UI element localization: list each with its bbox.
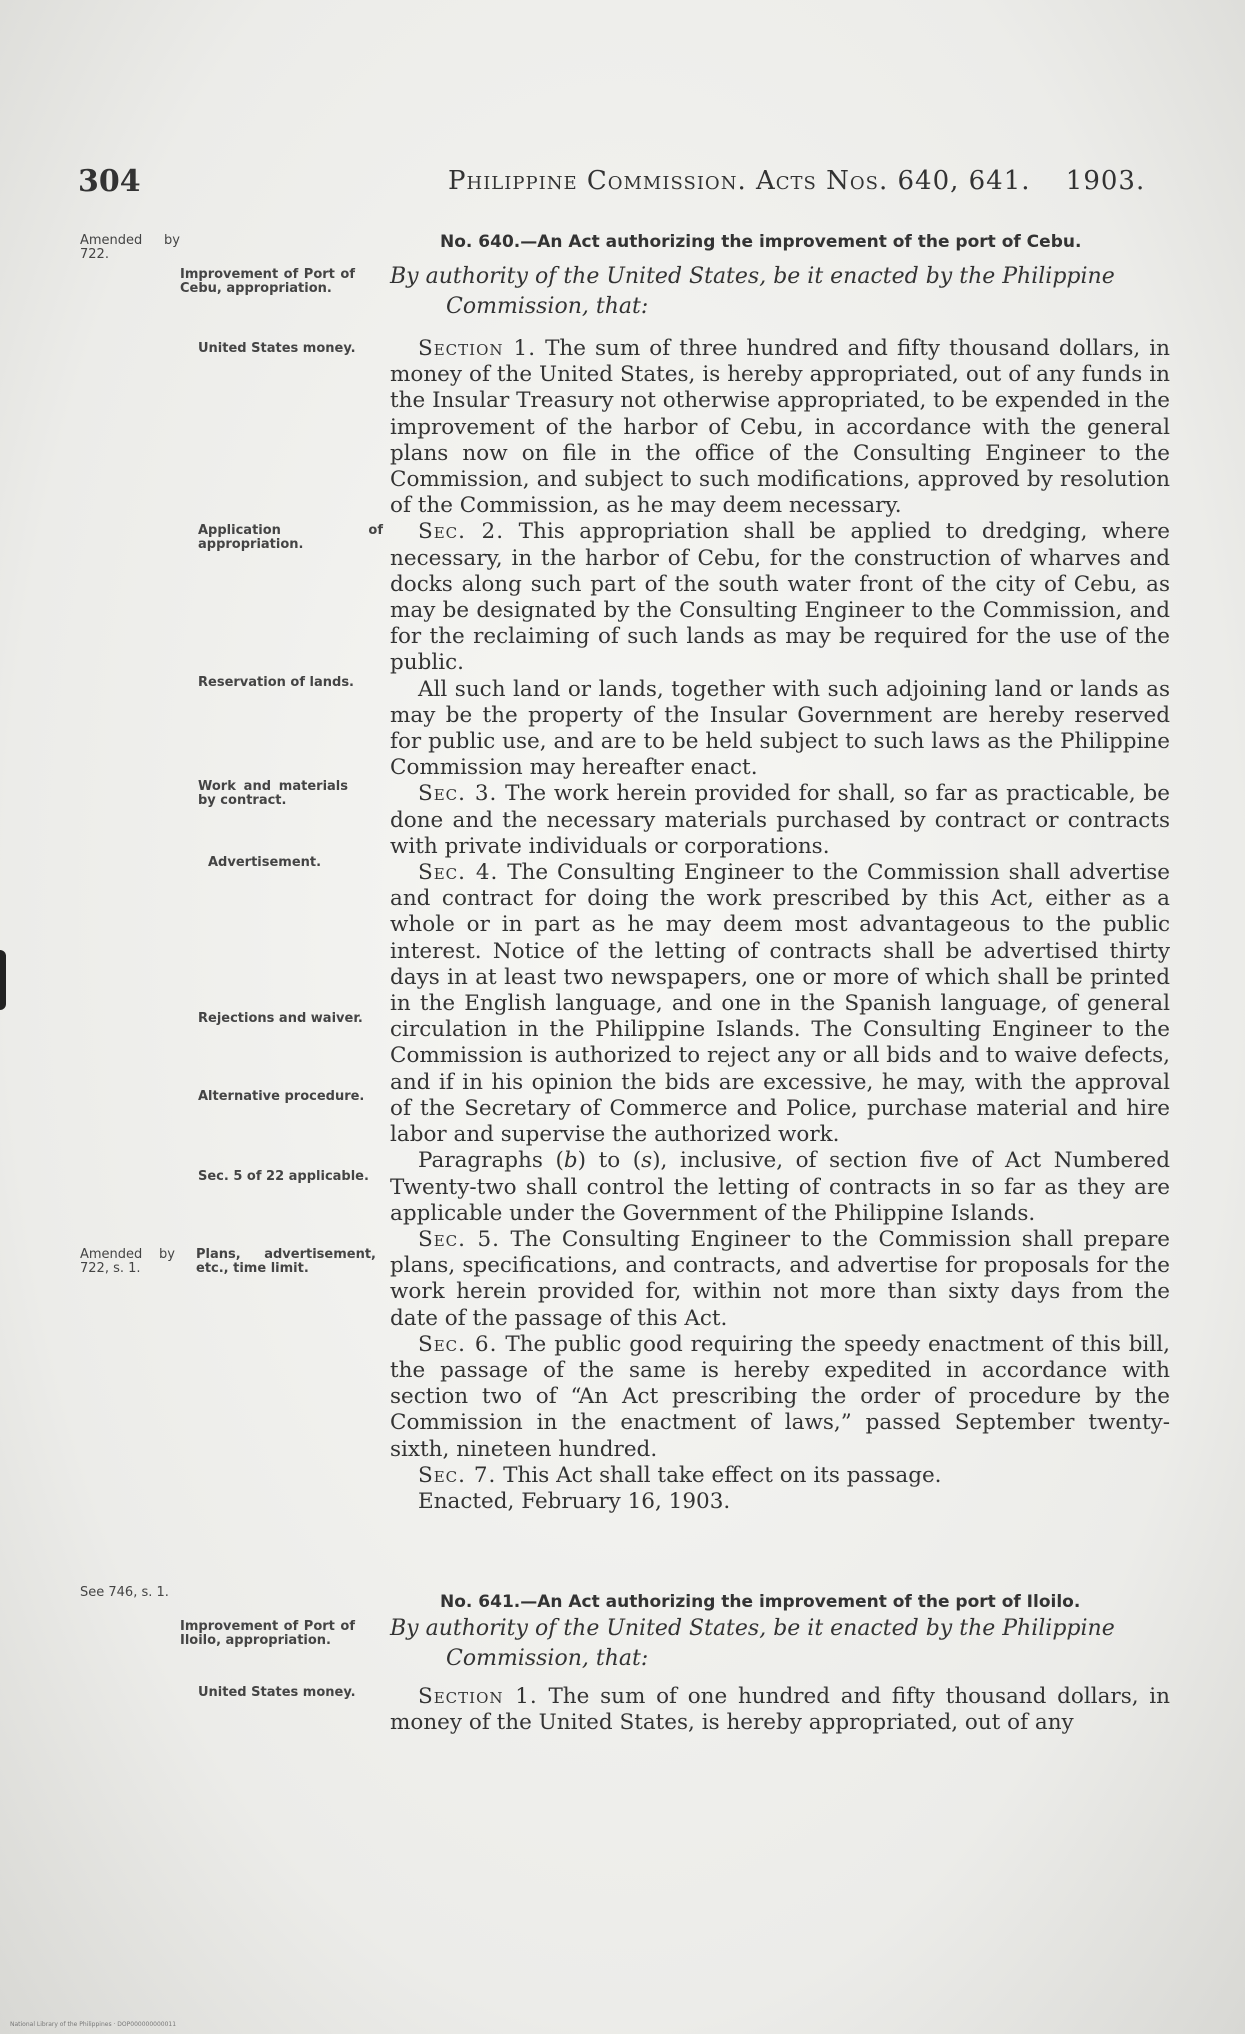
section-2: Sec. 2. This appropriation shall be applied to dredging, where necessary, in the harbor of Cebu, for the construction of wharves and docks along such part of the south water front of the city of Cebu, as may be designated by the Consulting Engineer to the Commission, and for the reclaiming of such lands as may be required for the use of the public. [390,519,1170,676]
margin-plans-note: Plans, advertisement, etc., time limit. [196,1247,376,1276]
running-head-title: Philippine Commission. Acts Nos. 640, 641. [448,166,1031,196]
section-6: Sec. 6. The public good requiring the speedy enactment of this bill, the passage of the same is hereby expedited in accordance with section two of “An Act prescribing the order of procedure by the Commission in the enactment of laws,” passed September twenty-sixth, nineteen hundred. [390,1331,1171,1462]
section-7: Sec. 7. This Act shall take effect on its passage. [418,1462,942,1488]
margin-sec5of22-note: Sec. 5 of 22 applicable. [198,1169,369,1184]
margin-improvement-note: Improvement of Port of Cebu, appropriation. [180,267,355,296]
margin-money-note: United States money. [198,341,356,356]
page-number: 304 [78,164,141,199]
margin-work-note: Work and materials by contract. [198,779,348,808]
margin-alternative-note: Alternative procedure. [198,1089,365,1104]
act-640-enacting-clause [390,262,1170,322]
library-stamp: National Library of the Philippines · DOP000000000011 [10,2021,177,2028]
act-641-body [390,1684,1170,1736]
section-3: Sec. 3. The work herein provided for shall, so far as practicable, be done and the necessary materials purchased by contract or contracts with private individuals or corporations. [390,781,1170,859]
enacting-line-2: Commission, that: [446,1646,649,1671]
running-head [448,166,1145,196]
running-head-year: 1903. [1065,166,1146,196]
margin-rejections-note: Rejections and waiver. [198,1011,363,1026]
act-640-heading: No. 640.—An Act authorizing the improvement of the port of Cebu. [440,232,1082,252]
scan-edge-mark [0,950,6,1010]
act-640-body [390,336,1170,1515]
margin-iloilo-money-note: United States money. [198,1685,356,1700]
margin-iloilo-improvement-note: Improvement of Port of Iloilo, appropriation. [180,1619,355,1648]
margin-advertisement-note: Advertisement. [208,855,322,870]
enacted-date: Enacted, February 16, 1903. [418,1488,731,1514]
enacting-line-1: By authority of the United States, be it enacted by the Philippine [390,264,1115,289]
enacting-line-2: Commission, that: [446,294,649,319]
section-1: Section 1. The sum of three hundred and fifty thousand dollars, in money of the United States, is hereby appropriated, out of any funds in the Insular Treasury not otherwise appropriated, to be expended in the improvement of the harbor of Cebu, in accordance with the general plans now on file in the office of the Consulting Engineer to the Commission, and subject to such modifications, approved by resolution of the Commission, as he may deem necessary. [390,336,1170,519]
margin-reservation-note: Reservation of lands. [198,675,354,690]
enacting-line-1: By authority of the United States, be it enacted by the Philippine [390,1616,1115,1641]
margin-amended-s1-note: Amended by 722, s. 1. [80,1247,175,1276]
margin-application-note: Application of appropriation. [198,523,383,552]
act-641-enacting-clause [390,1614,1170,1674]
reservation-paragraph: All such land or lands, together with such adjoining land or lands as may be the property of the Insular Government are hereby reserved for public use, and are to be held subject to such laws as the Philippine Commission may hereafter enact. [390,676,1170,781]
act-641-heading: No. 641.—An Act authorizing the improvement of the port of Iloilo. [440,1592,1081,1612]
section-4: Sec. 4. The Consulting Engineer to the Commission shall advertise and contract for doing the work prescribed by this Act, either as a whole or in part as he may deem most advantageous to the public interest. Notice of the letting of contracts shall be advertised thirty days in at least two newspapers, one or more of which shall be printed in the English language, and one in the Spanish language, of general circulation in the Philippine Islands. The Consulting Engineer to the Commission is authorized to reject any or all bids and to waive defects, and if in his opinion the bids are excessive, he may, with the approval of the Secretary of Commerce and Police, purchase material and hire labor and supervise the authorized work. [390,860,1170,1148]
margin-amended-note: Amended by 722. [80,233,180,262]
margin-see-746-note: See 746, s. 1. [80,1585,169,1600]
act-22-paragraph: Paragraphs (b) to (s), inclusive, of section five of Act Numbered Twenty-two shall control the letting of contracts in so far as they are applicable under the Government of the Philippine Islands. [390,1148,1171,1226]
section-5: Sec. 5. The Consulting Engineer to the Commission shall prepare plans, specifications, and contracts, and advertise for proposals for the work herein provided for, within not more than sixty days from the date of the passage of this Act. [390,1226,1170,1331]
section-1: Section 1. The sum of one hundred and fifty thousand dollars, in money of the United States, is hereby appropriated, out of any [390,1684,1171,1736]
